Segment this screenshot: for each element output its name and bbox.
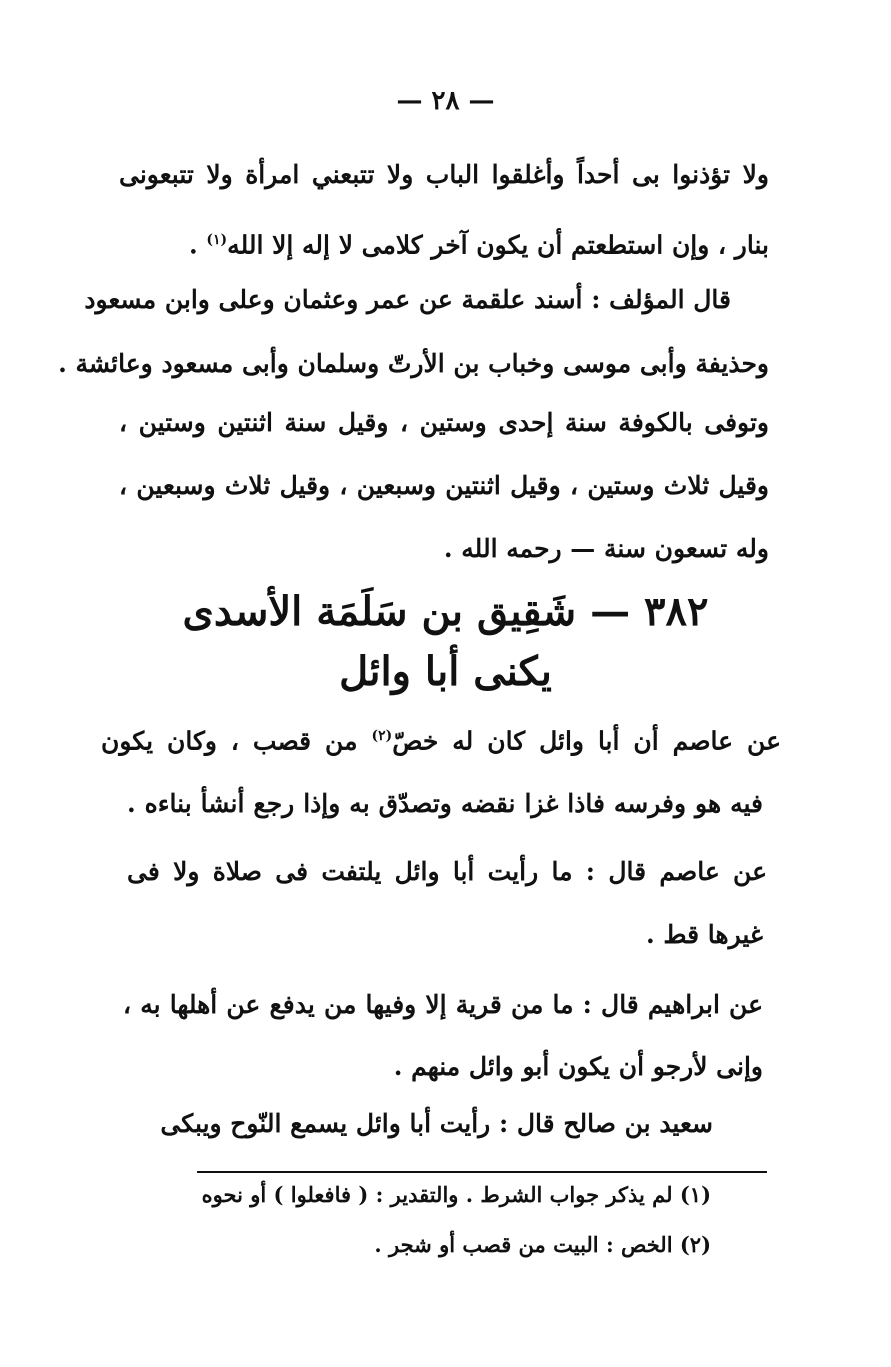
text-line: فيه هو وفرسه فاذا غزا نقضه وتصدّق به وإذا رجع أنشأ بناءه . [127, 789, 763, 818]
entry-heading: ٣٨٢ — شَقِيق بن سَلَمَة الأسدى [182, 588, 709, 635]
text-line: عن عاصم قال : ما رأيت أبا وائل يلتفت فى صلاة ولا فى [127, 857, 767, 886]
text-line: وقيل ثلاث وستين ، وقيل اثنتين وسبعين ، وقيل ثلاث وسبعين ، [119, 471, 769, 500]
text-line-content: بنار ، وإن استطعتم أن يكون آخر كلامى لا إله إلا الله [227, 230, 769, 260]
text-line: وتوفى بالكوفة سنة إحدى وستين ، وقيل سنة اثنتين وستين ، [119, 408, 769, 437]
entry-subheading: يكنى أبا وائل [339, 648, 552, 695]
footnote-divider [197, 1171, 767, 1173]
text-line [101, 718, 781, 759]
text-line-end: . [188, 230, 198, 260]
footnote: (١) لم يذكر جواب الشرط . والتقدير : ( فافعلوا ) أو نحوه [201, 1182, 711, 1207]
footnote-marker: (٢) [371, 728, 393, 744]
text-line: ولا تؤذنوا بى أحداً وأغلقوا الباب ولا تتبعني امرأة ولا تتبعونى [119, 160, 769, 189]
text-line: عن ابراهيم قال : ما من قرية إلا وفيها من يدفع عن أهلها به ، [123, 990, 763, 1019]
page-number: — ٢٨ — [396, 86, 495, 116]
text-line: غيرها قط . [645, 920, 763, 949]
footnote-marker: (١) [206, 232, 228, 248]
text-line: وحذيفة وأبى موسى وخباب بن الأرتّ وسلمان وأبى مسعود وعائشة . [58, 349, 769, 378]
text-line: سعيد بن صالح قال : رأيت أبا وائل يسمع النّوح ويبكى [160, 1109, 713, 1138]
text-line-content: من قصب ، وكان يكون [101, 726, 358, 756]
text-line: قال المؤلف : أسند علقمة عن عمر وعثمان وعلى وابن مسعود [84, 285, 731, 314]
text-line: وإنى لأرجو أن يكون أبو وائل منهم . [393, 1052, 763, 1081]
footnote: (٢) الخص : البيت من قصب أو شجر . [374, 1232, 711, 1257]
text-line [119, 222, 769, 263]
text-line: وله تسعون سنة — رحمه الله . [443, 534, 769, 563]
text-line-content: عن عاصم أن أبا وائل كان له خصّ [392, 726, 781, 756]
